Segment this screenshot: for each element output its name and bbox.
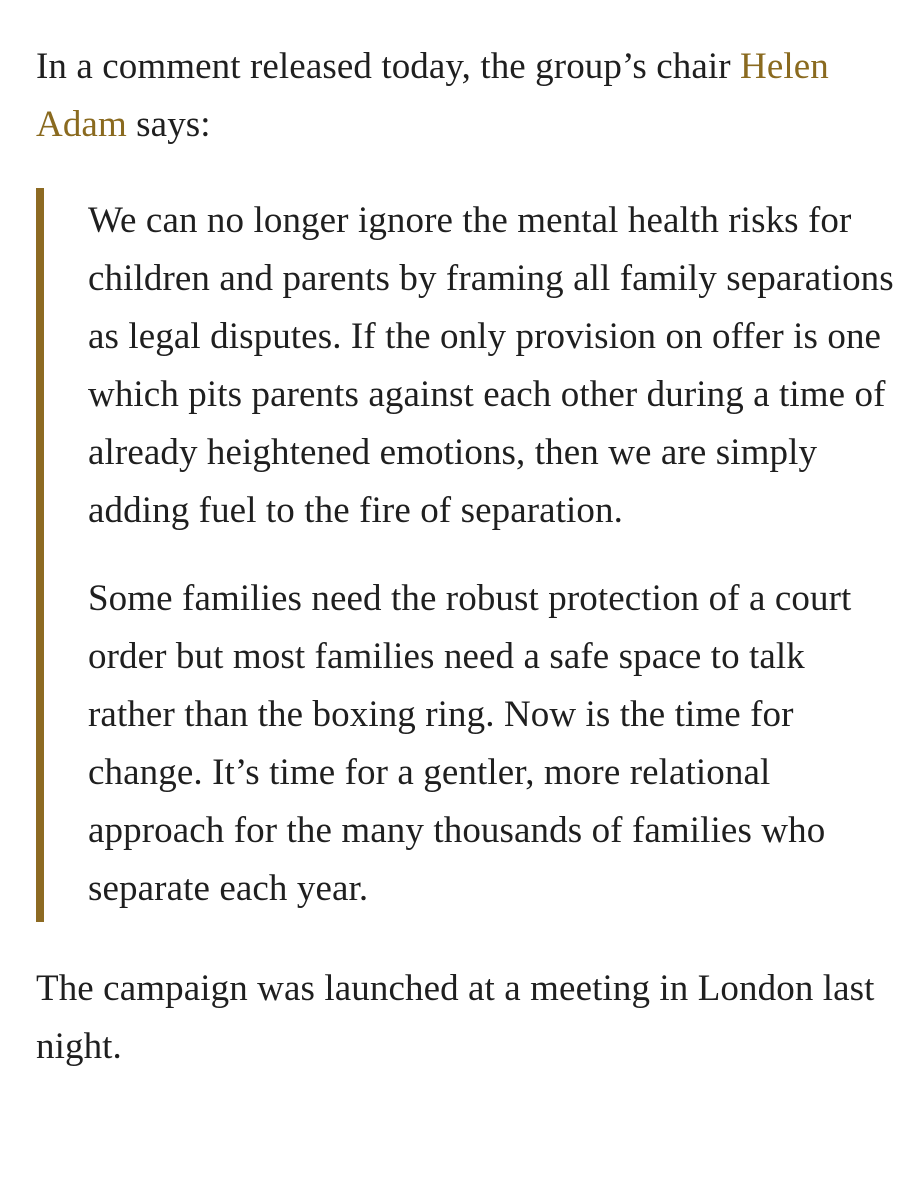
helen-adam-link[interactable]: Helen Adam [36, 46, 829, 145]
quote-paragraph-1: We can no longer ignore the mental health risks for children and parents by framing all family separations as legal disputes. If the only provision on offer is one which pits parents against each other during a time of already heightened emotions, then we are simply adding fuel to the fire of separation. [88, 200, 894, 531]
closing-paragraph: The campaign was launched at a meeting in London last night. [36, 968, 875, 1067]
intro-text: In a comment released today, the group’s chair [36, 46, 741, 87]
intro-paragraph [36, 38, 896, 154]
quote-paragraph-2: Some families need the robust protection of a court order but most families need a safe space to talk rather than the boxing ring. Now is the time for change. It’s time for a gentler, more relational approach for the many thousands of families who separate each year. [88, 578, 852, 909]
blockquote [36, 188, 896, 922]
intro-text-end: says: [126, 104, 211, 145]
article-body [36, 38, 896, 1076]
